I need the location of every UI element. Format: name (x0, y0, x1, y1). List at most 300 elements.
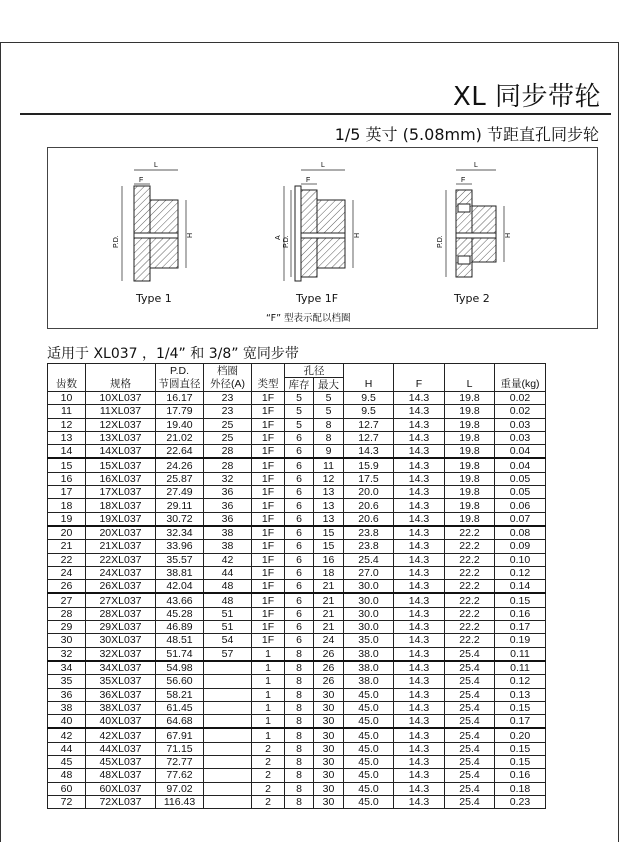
l-cell: 25.4 (445, 701, 495, 714)
pd-cell: 64.68 (156, 715, 204, 729)
table-row (48, 526, 546, 540)
l-cell: 22.2 (445, 634, 495, 647)
l-cell: 25.4 (445, 756, 495, 769)
flange-cell: 38 (204, 540, 252, 553)
table-caption: 适用于 XL037 ，1/4” 和 3/8” 宽同步带 (47, 346, 299, 362)
f-cell: 14.3 (394, 458, 445, 472)
teeth-cell: 20 (48, 526, 86, 540)
teeth-cell: 10 (48, 392, 86, 405)
model-cell: 12XL037 (86, 418, 156, 431)
dim-l-label: L (154, 162, 158, 169)
l-cell: 25.4 (445, 795, 495, 808)
max-bore-cell: 12 (314, 472, 344, 485)
l-cell: 25.4 (445, 782, 495, 795)
teeth-cell: 19 (48, 512, 86, 526)
h-cell: 12.7 (344, 418, 394, 431)
flange-cell (204, 769, 252, 782)
flange-cell: 28 (204, 458, 252, 472)
table-row (48, 782, 546, 795)
flange-cell: 36 (204, 486, 252, 499)
f-cell: 14.3 (394, 418, 445, 431)
type1f-drawing (275, 162, 361, 281)
model-cell: 19XL037 (86, 512, 156, 526)
f-cell: 14.3 (394, 742, 445, 755)
pd-cell: 116.43 (156, 795, 204, 808)
h-cell: 30.0 (344, 593, 394, 607)
flange-cell: 23 (204, 392, 252, 405)
teeth-cell: 48 (48, 769, 86, 782)
teeth-cell: 17 (48, 486, 86, 499)
pd-top-header: P.D. (156, 364, 204, 378)
weight-cell: 0.15 (495, 701, 546, 714)
pd-cell: 46.89 (156, 621, 204, 634)
max-bore-cell: 21 (314, 593, 344, 607)
pd-cell: 71.15 (156, 742, 204, 755)
table-row (48, 715, 546, 729)
type-cell: 1F (252, 526, 285, 540)
pd-cell: 25.87 (156, 472, 204, 485)
model-cell: 11XL037 (86, 405, 156, 418)
stock-bore-cell: 8 (285, 675, 314, 688)
f-cell: 14.3 (394, 472, 445, 485)
max-bore-cell: 26 (314, 661, 344, 675)
f-cell: 14.3 (394, 607, 445, 620)
h-cell: 20.6 (344, 512, 394, 526)
h-cell: 9.5 (344, 392, 394, 405)
weight-cell: 0.05 (495, 472, 546, 485)
flange-cell (204, 795, 252, 808)
table-row (48, 431, 546, 444)
stock-bore-cell: 6 (285, 553, 314, 566)
teeth-cell: 34 (48, 661, 86, 675)
h-cell: 23.8 (344, 526, 394, 540)
f-cell: 14.3 (394, 540, 445, 553)
flange-cell: 51 (204, 621, 252, 634)
type-cell: 2 (252, 756, 285, 769)
h-cell: 35.0 (344, 634, 394, 647)
l-cell: 19.8 (445, 431, 495, 444)
stock-bore-cell: 8 (285, 795, 314, 808)
table-row (48, 499, 546, 512)
model-header: 规格 (86, 378, 156, 392)
f-cell: 14.3 (394, 701, 445, 714)
flange-cell: 51 (204, 607, 252, 620)
weight-cell: 0.10 (495, 553, 546, 566)
stock-bore-cell: 6 (285, 445, 314, 459)
type-cell: 1F (252, 566, 285, 579)
f-cell: 14.3 (394, 499, 445, 512)
pulley-diagram (47, 147, 598, 329)
dim-h-label: H (505, 232, 512, 238)
stock-bore-cell: 8 (285, 688, 314, 701)
pd-cell: 24.26 (156, 458, 204, 472)
l-cell: 25.4 (445, 728, 495, 742)
h-cell: 38.0 (344, 675, 394, 688)
flange-cell (204, 661, 252, 675)
h-cell: 30.0 (344, 621, 394, 634)
l-cell: 19.8 (445, 512, 495, 526)
teeth-cell: 24 (48, 566, 86, 579)
type-cell: 1F (252, 405, 285, 418)
flange-cell: 25 (204, 418, 252, 431)
dim-h-label: H (354, 232, 361, 238)
type-cell: 1 (252, 715, 285, 729)
header-row (48, 378, 546, 392)
type-cell: 2 (252, 795, 285, 808)
model-cell: 34XL037 (86, 661, 156, 675)
h-cell: 45.0 (344, 795, 394, 808)
weight-cell: 0.15 (495, 742, 546, 755)
max-bore-cell: 30 (314, 688, 344, 701)
type-cell: 1F (252, 431, 285, 444)
type-cell: 1F (252, 621, 285, 634)
type-header: 类型 (252, 378, 285, 392)
weight-cell: 0.03 (495, 431, 546, 444)
pd-cell: 67.91 (156, 728, 204, 742)
stock-bore-cell: 6 (285, 621, 314, 634)
f-cell: 14.3 (394, 634, 445, 647)
model-cell: 16XL037 (86, 472, 156, 485)
model-cell: 40XL037 (86, 715, 156, 729)
pd-cell: 42.04 (156, 580, 204, 594)
model-cell: 28XL037 (86, 607, 156, 620)
max-bore-cell: 30 (314, 728, 344, 742)
pd-cell: 22.64 (156, 445, 204, 459)
table-row (48, 661, 546, 675)
teeth-cell: 42 (48, 728, 86, 742)
h-cell: 45.0 (344, 742, 394, 755)
weight-cell: 0.15 (495, 756, 546, 769)
l-cell: 19.8 (445, 392, 495, 405)
max-bore-cell: 30 (314, 715, 344, 729)
flange-cell: 23 (204, 405, 252, 418)
weight-cell: 0.18 (495, 782, 546, 795)
stock-bore-cell: 8 (285, 715, 314, 729)
flange-cell (204, 715, 252, 729)
l-cell: 19.8 (445, 486, 495, 499)
stock-header: 库存 (285, 378, 314, 392)
teeth-cell: 35 (48, 675, 86, 688)
f-cell: 14.3 (394, 715, 445, 729)
type1-drawing (113, 162, 194, 281)
teeth-cell: 72 (48, 795, 86, 808)
teeth-cell: 27 (48, 593, 86, 607)
flange-cell (204, 688, 252, 701)
flange-cell: 28 (204, 445, 252, 459)
stock-bore-cell: 6 (285, 472, 314, 485)
table-row (48, 580, 546, 594)
table-row (48, 566, 546, 579)
model-cell: 26XL037 (86, 580, 156, 594)
stock-bore-cell: 8 (285, 701, 314, 714)
type-cell: 2 (252, 742, 285, 755)
type-cell: 1 (252, 701, 285, 714)
stock-bore-cell: 8 (285, 728, 314, 742)
l-cell: 22.2 (445, 621, 495, 634)
model-cell: 22XL037 (86, 553, 156, 566)
pd-cell: 51.74 (156, 647, 204, 661)
type-cell: 1F (252, 392, 285, 405)
h-cell: 12.7 (344, 431, 394, 444)
flange-cell: 44 (204, 566, 252, 579)
type-cell: 1F (252, 499, 285, 512)
h-cell: 45.0 (344, 715, 394, 729)
weight-cell: 0.11 (495, 661, 546, 675)
max-bore-cell: 15 (314, 540, 344, 553)
max-bore-cell: 30 (314, 795, 344, 808)
pd-cell: 48.51 (156, 634, 204, 647)
dim-l-label: L (474, 162, 478, 169)
weight-cell: 0.17 (495, 621, 546, 634)
type-cell: 1F (252, 593, 285, 607)
pd-cell: 16.17 (156, 392, 204, 405)
f-cell: 14.3 (394, 405, 445, 418)
teeth-cell: 28 (48, 607, 86, 620)
max-bore-cell: 21 (314, 621, 344, 634)
l-cell: 22.2 (445, 607, 495, 620)
max-bore-cell: 13 (314, 499, 344, 512)
stock-bore-cell: 8 (285, 661, 314, 675)
weight-cell: 0.04 (495, 458, 546, 472)
teeth-cell: 11 (48, 405, 86, 418)
pd-cell: 17.79 (156, 405, 204, 418)
pd-cell: 58.21 (156, 688, 204, 701)
pd-cell: 77.62 (156, 769, 204, 782)
stock-bore-cell: 6 (285, 593, 314, 607)
l-cell: 19.8 (445, 499, 495, 512)
table-row (48, 458, 546, 472)
max-bore-cell: 13 (314, 512, 344, 526)
max-bore-cell: 8 (314, 431, 344, 444)
table-row (48, 553, 546, 566)
table-row (48, 512, 546, 526)
teeth-cell: 21 (48, 540, 86, 553)
f-cell: 14.3 (394, 688, 445, 701)
f-cell: 14.3 (394, 526, 445, 540)
stock-bore-cell: 6 (285, 580, 314, 594)
f-cell: 14.3 (394, 782, 445, 795)
bore-top-header: 孔径 (285, 364, 344, 378)
model-cell: 15XL037 (86, 458, 156, 472)
stock-bore-cell: 6 (285, 526, 314, 540)
flange-note: “F” 型表示配以档圈 (266, 313, 351, 324)
pd-cell: 19.40 (156, 418, 204, 431)
title-rule (20, 113, 611, 115)
pd-cell: 29.11 (156, 499, 204, 512)
l-cell: 25.4 (445, 661, 495, 675)
h-cell: 45.0 (344, 782, 394, 795)
flange-cell (204, 782, 252, 795)
table-row (48, 445, 546, 459)
model-cell: 44XL037 (86, 742, 156, 755)
pd-cell: 35.57 (156, 553, 204, 566)
weight-cell: 0.02 (495, 405, 546, 418)
pd-cell: 72.77 (156, 756, 204, 769)
pd-cell: 30.72 (156, 512, 204, 526)
weight-cell: 0.13 (495, 688, 546, 701)
weight-cell: 0.07 (495, 512, 546, 526)
weight-cell: 0.08 (495, 526, 546, 540)
h-cell: 15.9 (344, 458, 394, 472)
max-header: 最大 (314, 378, 344, 392)
max-bore-cell: 5 (314, 392, 344, 405)
f-cell: 14.3 (394, 580, 445, 594)
model-cell: 35XL037 (86, 675, 156, 688)
h-cell: 45.0 (344, 769, 394, 782)
type2-label: Type 2 (454, 292, 490, 305)
weight-cell: 0.06 (495, 499, 546, 512)
model-cell: 20XL037 (86, 526, 156, 540)
flange-cell (204, 728, 252, 742)
stock-bore-cell: 6 (285, 540, 314, 553)
table-row (48, 486, 546, 499)
table-row (48, 607, 546, 620)
type-cell: 1 (252, 675, 285, 688)
model-cell: 21XL037 (86, 540, 156, 553)
l-cell: 19.8 (445, 472, 495, 485)
type-cell: 1F (252, 634, 285, 647)
flange-cell: 36 (204, 499, 252, 512)
weight-cell: 0.02 (495, 392, 546, 405)
max-bore-cell: 30 (314, 701, 344, 714)
h-cell: 30.0 (344, 607, 394, 620)
stock-bore-cell: 5 (285, 418, 314, 431)
max-bore-cell: 24 (314, 634, 344, 647)
teeth-cell: 44 (48, 742, 86, 755)
pd-cell: 54.98 (156, 661, 204, 675)
model-cell: 45XL037 (86, 756, 156, 769)
dim-f-label: F (306, 177, 311, 184)
pd-cell: 27.49 (156, 486, 204, 499)
table-row (48, 688, 546, 701)
dim-h-label: H (187, 232, 194, 238)
stock-bore-cell: 6 (285, 512, 314, 526)
stock-bore-cell: 6 (285, 566, 314, 579)
type1-label: Type 1 (136, 292, 172, 305)
l-cell: 25.4 (445, 647, 495, 661)
flange-cell (204, 756, 252, 769)
model-cell: 14XL037 (86, 445, 156, 459)
weight-cell: 0.04 (495, 445, 546, 459)
teeth-cell: 12 (48, 418, 86, 431)
max-bore-cell: 13 (314, 486, 344, 499)
teeth-cell: 60 (48, 782, 86, 795)
teeth-cell: 32 (48, 647, 86, 661)
f-cell: 14.3 (394, 621, 445, 634)
f-cell: 14.3 (394, 431, 445, 444)
model-cell: 32XL037 (86, 647, 156, 661)
model-cell: 17XL037 (86, 486, 156, 499)
pd-cell: 21.02 (156, 431, 204, 444)
max-bore-cell: 30 (314, 742, 344, 755)
h-cell: 45.0 (344, 688, 394, 701)
flange-cell: 48 (204, 580, 252, 594)
l-cell: 25.4 (445, 715, 495, 729)
l-cell: 22.2 (445, 580, 495, 594)
stock-bore-cell: 8 (285, 647, 314, 661)
weight-cell: 0.12 (495, 675, 546, 688)
dim-f-label: F (139, 177, 144, 184)
type-cell: 1F (252, 445, 285, 459)
teeth-cell: 22 (48, 553, 86, 566)
type-cell: 2 (252, 769, 285, 782)
stock-bore-cell: 6 (285, 607, 314, 620)
h-cell: 25.4 (344, 553, 394, 566)
page-subtitle: 1/5 英寸 (5.08mm) 节距直孔同步轮 (334, 125, 599, 144)
type-cell: 1F (252, 472, 285, 485)
stock-bore-cell: 6 (285, 431, 314, 444)
f-cell: 14.3 (394, 566, 445, 579)
model-cell: 18XL037 (86, 499, 156, 512)
model-cell: 48XL037 (86, 769, 156, 782)
weight-cell: 0.09 (495, 540, 546, 553)
f-header: F (394, 378, 445, 392)
teeth-cell: 15 (48, 458, 86, 472)
model-cell: 10XL037 (86, 392, 156, 405)
f-cell: 14.3 (394, 553, 445, 566)
l-cell: 25.4 (445, 769, 495, 782)
weight-cell: 0.16 (495, 607, 546, 620)
model-cell: 24XL037 (86, 566, 156, 579)
teeth-cell: 29 (48, 621, 86, 634)
table-row (48, 742, 546, 755)
flange-cell (204, 742, 252, 755)
f-cell: 14.3 (394, 675, 445, 688)
table-row (48, 795, 546, 808)
pd-header: 节圆直径 (156, 378, 204, 392)
f-cell: 14.3 (394, 486, 445, 499)
pd-cell: 33.96 (156, 540, 204, 553)
dim-a-label: A (275, 235, 282, 240)
model-cell: 13XL037 (86, 431, 156, 444)
max-bore-cell: 30 (314, 782, 344, 795)
type-cell: 1 (252, 647, 285, 661)
l-cell: 25.4 (445, 688, 495, 701)
flange-cell (204, 701, 252, 714)
max-bore-cell: 26 (314, 675, 344, 688)
h-cell: 27.0 (344, 566, 394, 579)
l-cell: 22.2 (445, 526, 495, 540)
table-row (48, 418, 546, 431)
l-cell: 22.2 (445, 566, 495, 579)
weight-header: 重量(kg) (495, 378, 546, 392)
weight-cell: 0.16 (495, 769, 546, 782)
weight-cell: 0.11 (495, 647, 546, 661)
stock-bore-cell: 6 (285, 458, 314, 472)
h-cell: 45.0 (344, 756, 394, 769)
l-header: L (445, 378, 495, 392)
flange-cell: 36 (204, 512, 252, 526)
dim-l-label: L (321, 162, 325, 169)
f-cell: 14.3 (394, 593, 445, 607)
weight-cell: 0.14 (495, 580, 546, 594)
weight-cell: 0.23 (495, 795, 546, 808)
pd-cell: 61.45 (156, 701, 204, 714)
max-bore-cell: 15 (314, 526, 344, 540)
dim-pd-label: P.D. (437, 235, 444, 248)
f-cell: 14.3 (394, 769, 445, 782)
h-cell: 23.8 (344, 540, 394, 553)
model-cell: 72XL037 (86, 795, 156, 808)
table-row (48, 728, 546, 742)
flange-header: 外径(A) (204, 378, 252, 392)
max-bore-cell: 26 (314, 647, 344, 661)
max-bore-cell: 18 (314, 566, 344, 579)
h-cell: 9.5 (344, 405, 394, 418)
f-cell: 14.3 (394, 795, 445, 808)
type-cell: 1F (252, 418, 285, 431)
dim-pd-label: P.D. (283, 235, 290, 248)
